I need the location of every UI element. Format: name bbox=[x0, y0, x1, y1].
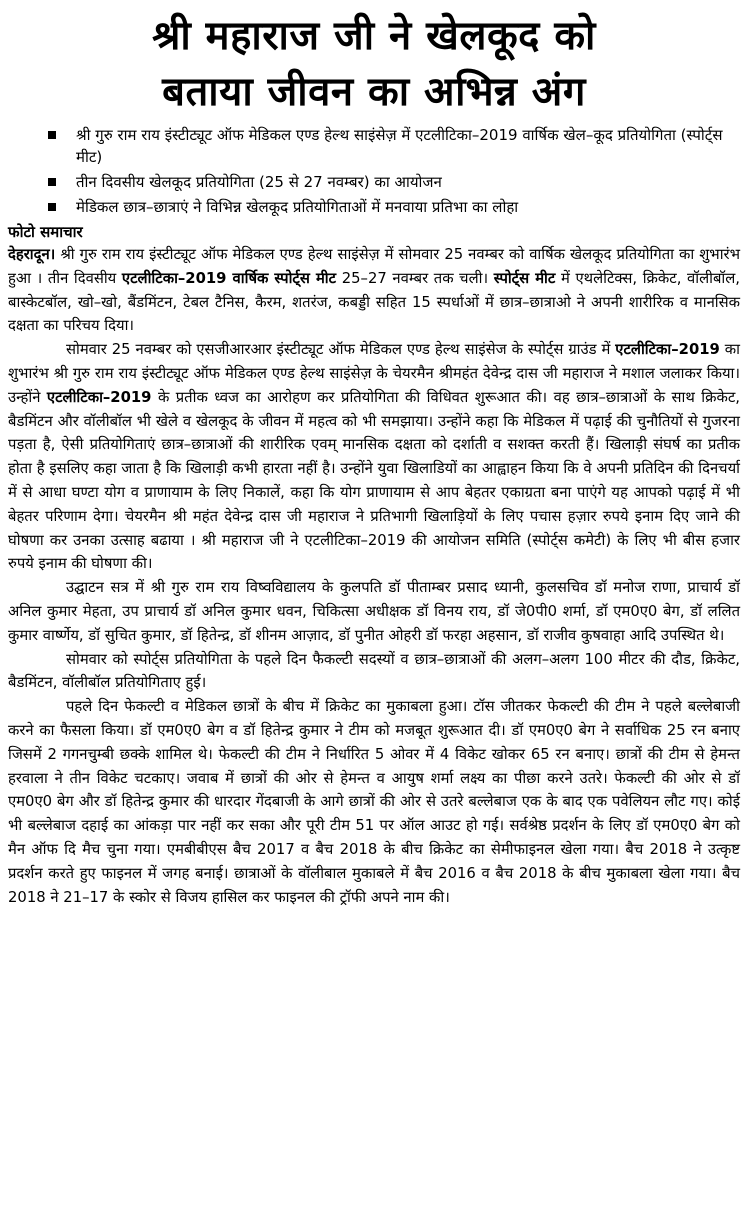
paragraph-2 bbox=[8, 338, 740, 576]
paragraph-3: उद्घाटन सत्र में श्री गुरु राम राय विष्वविद्यालय के कुलपति डॉ पीताम्बर प्रसाद ध्यानी, कुलसचिव डॉ मनोज राणा, प्राचार्य डॉ अनिल कुमार मेहता, उप प्राचार्य डॉ अनिल कुमार धवन, चिकित्सा अधीक्षक डॉ विनय राय, डॉ जे0पी0 शर्मा, डॉ एम0ए0 बेग, डॉ ललित कुमार वार्ष्णेय, डॉ सुचित कुमार, डॉ हितेन्द्र, डॉ शीनम आज़ाद, डॉ पुनीत ओहरी डॉ फरहा अहसान, डॉ राजीव कुषवाहा आदि उपस्थित थे। bbox=[8, 579, 740, 644]
summary-bullets bbox=[8, 124, 740, 218]
paragraph-text: 25–27 नवम्बर तक चली। bbox=[336, 269, 494, 287]
bullet-item bbox=[48, 171, 740, 193]
bullet-text: तीन दिवसीय खेलकूद प्रतियोगिता (25 से 27 नवम्बर) का आयोजन bbox=[76, 173, 442, 191]
bullet-item bbox=[48, 196, 740, 218]
bullet-text: मेडिकल छात्र–छात्राएं ने विभिन्न खेलकूद प्रतियोगिताओं में मनवाया प्रतिभा का लोहा bbox=[76, 198, 519, 216]
paragraph-text: के प्रतीक ध्वज का आरोहण कर प्रतियोगिता की विधिवत शुरूआत की। वह छात्र–छात्राओं के साथ क्रिकेट, बैडमिंटन और वॉलीबॉल भी खेले व खेलकूद के जीवन में महत्व को भी समझाया। उन्होंने कहा कि मेडिकल में पढ़ाई की चुनौतियों से गुजरना पड़ता है, ऐसी प्रतियोगिताएं छात्र–छात्राओं की शारीरिक एवम् मानसिक दक्षता को दर्शाती व सशक्त करती हैं। खिलाड़ी संघर्ष का प्रतीक होता है इसलिए कहा जाता है कि खिलाड़ी कभी हारता नहीं है। उन्होंने युवा खिलाडियों का आह्वाहन किया कि वे अपनी प्रतिदिन की दिनचर्या में से आधा घण्टा योग व प्राणायाम के लिए निकालें, कहा कि योग प्राणायाम से आप बेहतर एकाग्रता बना पाएंगे यह आपको पढ़ाई में भी बेहतर परिणाम देगा। चेयरमैन श्री महंत देवेन्द्र दास जी महाराज ने प्रतिभागी खिलाड़ियों के लिए पचास हज़ार रुपये इनाम दिए जाने की घोषणा कर उनका उत्साह बढाया । श्री महाराज जी ने एटलीटिका–2019 की आयोजन समिति (स्पोर्ट्स कमेटी) के लिए भी बीस हजार रुपये इनाम की घोषणा की। bbox=[8, 388, 741, 573]
square-bullet-icon bbox=[48, 178, 56, 186]
square-bullet-icon bbox=[48, 131, 56, 139]
bullet-text: श्री गुरु राम राय इंस्टीट्यूट ऑफ मेडिकल एण्ड हेल्थ साइंसेज़ में एटलीटिका–2019 वार्षिक खेल–कूद प्रतियोगिता (स्पोर्ट्स मीट) bbox=[76, 126, 723, 166]
paragraph-5: पहले दिन फेकल्टी व मेडिकल छात्रों के बीच में क्रिकेट का मुकाबला हुआ। टॉस जीतकर फेकल्टी की टीम ने पहले बल्लेबाजी करने का फैसला किया। डॉ एम0ए0 बेग व डॉ हितेन्द्र कुमार ने टीम को मजबूत शुरूआत दी। डॉ एम0ए0 बेग ने सर्वाधिक 25 रन बनाए जिसमें 2 गगनचुम्बी छक्के शामिल थे। फेकल्टी की टीम ने निर्धारित 5 ओवर में 4 विकेट खोकर 65 रन बनाए। छात्रों की टीम से हेमन्त हरवाला ने तीन विकेट चटकाए। जवाब में छात्रों की ओर से हेमन्त व आयुष शर्मा लक्ष्य का पीछा करने उतरे। फेकल्टी की ओर से डॉ एम0ए0 बेग और डॉ हितेन्द्र कुमार की धारदार गेंदबाजी के आगे छात्रों की ओर से उतरे बल्लेबाज एक के बाद एक पवेलियन लौट गए। कोई भी बल्लेबाज दहाई का आंकड़ा पार नहीं कर सका और पूरी टीम 51 पर ऑल आउट हो गई। सर्वश्रेष्ठ प्रदर्शन के लिए डॉ एम0ए0 बेग को मैन ऑफ दि मैच चुना गया। एमबीबीएस बैच 2017 व बैच 2018 के बीच क्रिकेट का सेमीफाइनल खेला गया। बैच 2018 ने उत्कृष्ट प्रदर्शन करते हुए फाइनल में जगह बनाई। छात्राओं के वॉलीबाल मुकाबले में बैच 2016 व बैच 2018 के बीच मुकाबला खेला गया। बैच 2018 ने 21–17 के स्कोर से विजय हासिल कर फाइनल की ट्रॉफी अपने नाम की। bbox=[8, 698, 741, 906]
sports-meet-bold: स्पोर्ट्स मीट bbox=[493, 269, 556, 287]
event-name-bold: एटलीटिका–2019 bbox=[46, 388, 152, 406]
square-bullet-icon bbox=[48, 203, 56, 211]
event-name-bold: एटलीटिका–2019 bbox=[615, 341, 720, 359]
paragraph-text: श्री गुरु राम राय इंस्टीट्यूट ऑफ मेडिकल एण्ड हेल्थ साइंसेज़ में सोमवार 25 नवम्बर को वार्षिक खेलकूद प्रतियोगिता का शुभारंभ हुआ । तीन दिवसीय bbox=[8, 246, 740, 287]
paragraph-text: में एथलेटिक्स, क्रिकेट, वॉलीबॉल, बास्केटबॉल, खो–खो, बैंडमिंटन, टेबल टैनिस, कैरम, शतरंज, कबड्डी सहित 15 स्पर्धाओं में छात्र–छात्राओ ने अपनी शारीरिक व मानसिक दक्षता का परिचय दिया। bbox=[8, 269, 741, 335]
paragraph-text: का शुभारंभ श्री गुरु राम राय इंस्टीट्यूट ऑफ मेडिकल एण्ड हेल्थ साइंसेज़ के चेयरमैन श्रीमहंत देवेन्द्र दास जी महाराज ने मशाल जलाकर किया। उन्होंने bbox=[8, 341, 740, 406]
headline-line-2: बताया जीवन का अभिन्न अंग bbox=[162, 69, 586, 115]
paragraph-1 bbox=[8, 243, 740, 338]
photo-news-label: फोटो समाचार bbox=[8, 223, 83, 241]
paragraph-text: सोमवार 25 नवम्बर को एसजीआरआर इंस्टीट्यूट ऑफ मेडिकल एण्ड हेल्थ साइंसेज के स्पोर्ट्स ग्राउंड में bbox=[66, 341, 616, 359]
event-name-bold: एटलीटिका–2019 वार्षिक स्पोर्ट्स मीट bbox=[121, 269, 337, 287]
dateline: देहरादून। bbox=[8, 246, 56, 263]
bullet-item bbox=[48, 124, 740, 168]
headline bbox=[8, 8, 740, 120]
paragraph-4: सोमवार को स्पोर्ट्स प्रतियोगिता के पहले दिन फैकल्टी सदस्यों व छात्र–छात्राओं की अलग–अलग 100 मीटर की दौड, क्रिकेट, बैडमिंटन, वॉलीबॉल प्रतियोगिताए हुई। bbox=[8, 650, 740, 692]
headline-line-1: श्री महाराज जी ने खेलकूद को bbox=[152, 13, 596, 59]
